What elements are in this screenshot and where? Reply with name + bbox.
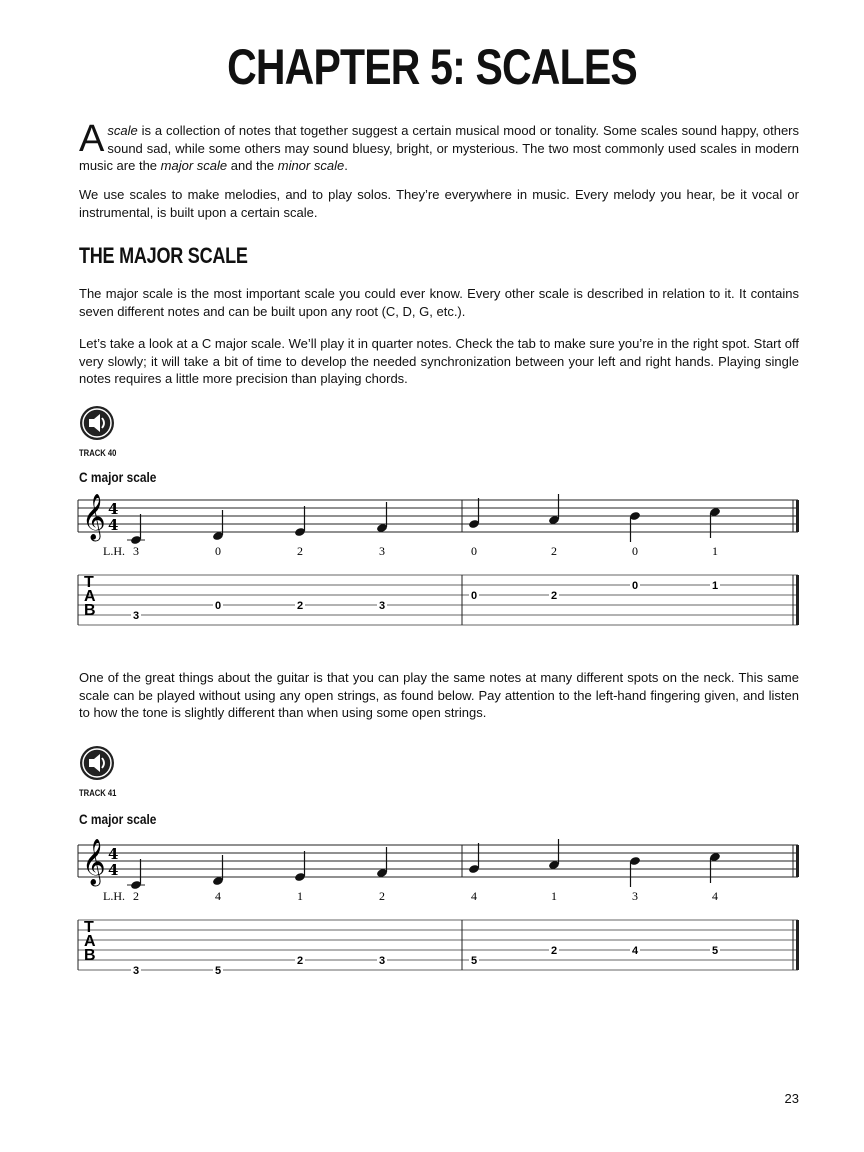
music-score-1: [0, 485, 864, 635]
fingering-number: 4: [215, 889, 221, 903]
tab-fret-number: 3: [378, 600, 386, 612]
tab-final-barline-thick: [796, 575, 799, 625]
open-strings-paragraph: One of the great things about the guitar is that you can play the same notes at many different spots on the neck. This same scale can be played without using any open strings, as found below. Pay attention to the left-hand fingering given, and listen to how the tone is slightly different than when using some open strings.: [79, 670, 799, 720]
tab-fret-number: 2: [296, 600, 304, 612]
left-hand-label: L.H.: [103, 889, 125, 903]
left-hand-label: L.H.: [103, 544, 125, 558]
time-signature-bottom: 4: [108, 516, 119, 534]
fingering-number: 1: [551, 889, 557, 903]
fingering-number: 3: [632, 889, 638, 903]
tab-fret-number: 0: [214, 600, 222, 612]
tab-clef-letter: T: [84, 574, 94, 591]
time-signature-top: 4: [108, 845, 119, 863]
tab-fret-number: 5: [214, 965, 222, 977]
tab-clef-letter: B: [84, 947, 96, 964]
fingering-number: 2: [297, 544, 303, 558]
fingering-number: 0: [471, 544, 477, 558]
fingering-number: 1: [712, 544, 718, 558]
tab-fret-number: 0: [631, 580, 639, 592]
major-scale-paragraph-1: The major scale is the most important scale you could ever know. Every other scale is described in relation to it. It contains seven different notes and can be built upon any root (C, D, G, etc.).: [79, 286, 799, 319]
tab-fret-number: 4: [631, 945, 639, 957]
track-label: TRACK 41: [79, 788, 117, 798]
intro-paragraph-2: We use scales to make melodies, and to play solos. They’re everywhere in music. Every melody you hear, be it vocal or instrumental, is built upon a certain scale.: [79, 187, 799, 220]
tab-fret-number: 2: [550, 590, 558, 602]
track-label: TRACK 40: [79, 448, 117, 458]
tab-fret-number: 5: [470, 955, 478, 967]
fingering-number: 4: [471, 889, 477, 903]
tab-fret-number: 5: [711, 945, 719, 957]
final-barline-thick: [796, 845, 799, 877]
tab-final-barline-thick: [796, 920, 799, 970]
time-signature-bottom: 4: [108, 861, 119, 879]
fingering-number: 2: [551, 544, 557, 558]
minor-scale-term: minor scale: [277, 158, 345, 173]
major-scale-paragraph-2: Let’s take a look at a C major scale. We’ll play it in quarter notes. Check the tab to make sure you’re in the right spot. Start off very slowly; it will take a bit of time to develop the needed synchronization between your left and right hands. Playing single notes requires a little more precision than playing chords.: [79, 336, 799, 386]
major-scale-term: major scale: [160, 158, 228, 173]
tab-clef-letter: A: [84, 588, 96, 605]
music-score-2: [0, 830, 864, 980]
track-41-audio[interactable]: [79, 745, 139, 798]
section-heading: THE MAJOR SCALE: [79, 243, 248, 268]
drop-cap: A: [79, 118, 105, 160]
tab-fret-number: 0: [470, 590, 478, 602]
intro-paragraph: Ascale is a collection of notes that together suggest a certain musical mood or tonality. Some scales sound happy, others sound sad, while some others may sound bluesy, bright, or mysterious. The two most commonly used scales in modern music are the major scale and the minor scale.: [79, 118, 799, 173]
tab-fret-number: 2: [550, 945, 558, 957]
tab-clef-letter: T: [84, 919, 94, 936]
fingering-number: 1: [297, 889, 303, 903]
chapter-title: CHAPTER 5: SCALES: [227, 39, 637, 95]
tab-clef-letter: B: [84, 602, 96, 619]
tab-fret-number: 2: [296, 955, 304, 967]
tab-clef-letter: A: [84, 933, 96, 950]
fingering-number: 2: [133, 889, 139, 903]
fingering-number: 0: [215, 544, 221, 558]
fingering-number: 3: [379, 544, 385, 558]
final-barline-thick: [796, 500, 799, 532]
example-title: C major scale: [79, 811, 157, 827]
speaker-icon: [79, 405, 115, 441]
tab-fret-number: 3: [132, 965, 140, 977]
tab-fret-number: 3: [132, 610, 140, 622]
tab-fret-number: 1: [711, 580, 719, 592]
speaker-icon: [79, 745, 115, 781]
fingering-number: 4: [712, 889, 718, 903]
treble-clef-icon: 𝄞: [82, 839, 106, 885]
scale-term: scale: [107, 123, 138, 138]
time-signature-top: 4: [108, 500, 119, 518]
tab-fret-number: 3: [378, 955, 386, 967]
fingering-number: 3: [133, 544, 139, 558]
treble-clef-icon: 𝄞: [82, 494, 106, 540]
fingering-number: 2: [379, 889, 385, 903]
example-title: C major scale: [79, 469, 157, 485]
track-40-audio[interactable]: [79, 405, 139, 458]
fingering-number: 0: [632, 544, 638, 558]
page-number: 23: [784, 1091, 799, 1106]
